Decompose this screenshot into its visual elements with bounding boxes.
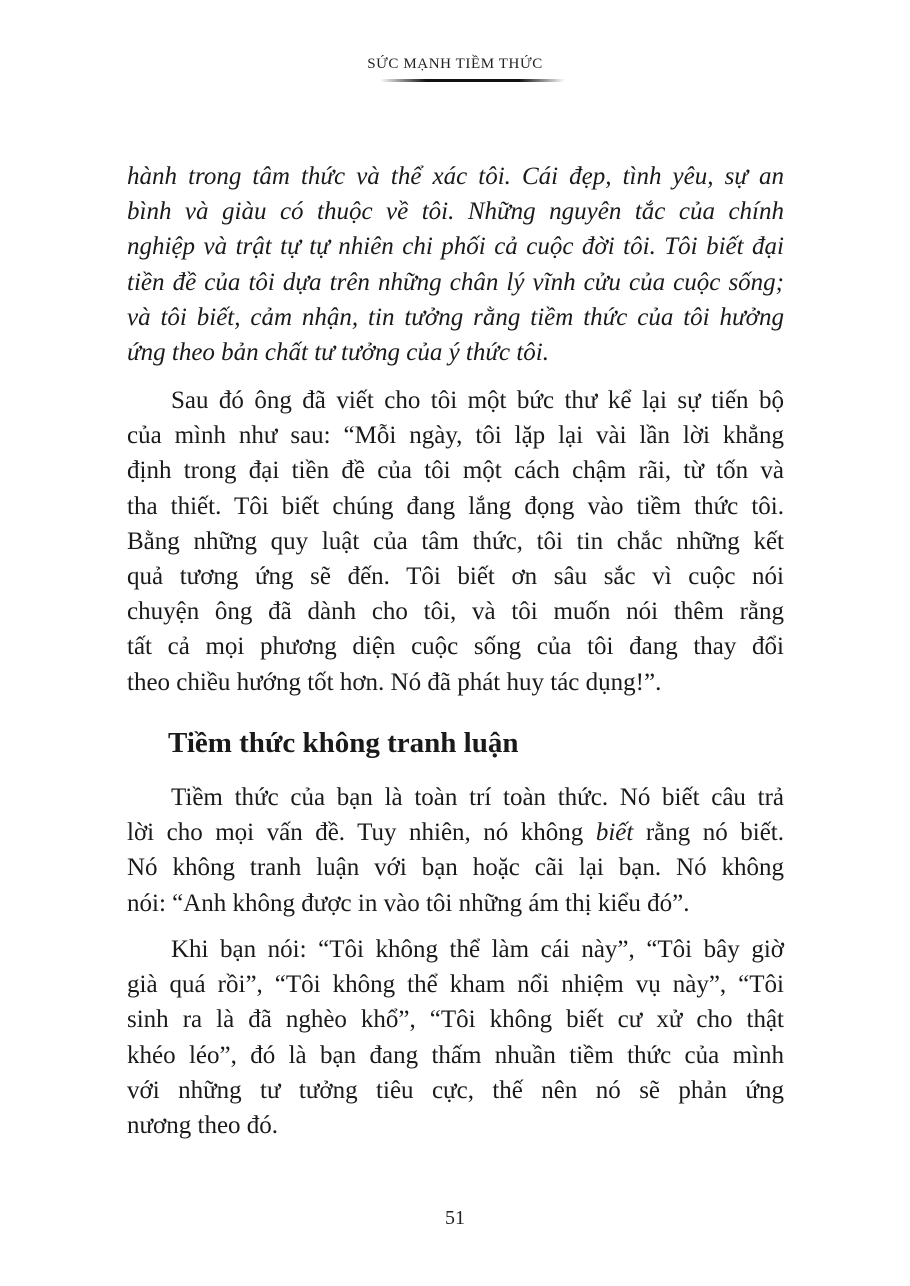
text-line: tha thiết. Tôi biết chúng đang lắng đọng vào tiềm thức tôi. xyxy=(127,492,784,520)
text-line: với những tư tưởng tiêu cực, thế nên nó sẽ phản ứng xyxy=(127,1076,784,1104)
text-line: theo chiều hướng tốt hơn. Nó đã phát huy tác dụng!”. xyxy=(127,668,662,696)
paragraph-italic-affirmation xyxy=(127,159,784,370)
page-number: 51 xyxy=(445,1207,465,1229)
text-line: tất cả mọi phương diện cuộc sống của tôi đang thay đổi xyxy=(127,633,784,661)
text-line: chuyện ông đã dành cho tôi, và tôi muốn nói thêm rằng xyxy=(127,598,784,626)
text-line: Tiềm thức của bạn là toàn trí toàn thức. Nó biết câu trả xyxy=(171,784,784,811)
text-fragment: lời cho mọi vấn đề. Tuy nhiên, nó không xyxy=(127,819,596,847)
text-line xyxy=(127,815,784,850)
header-rule xyxy=(380,79,565,82)
text-line: bình và giàu có thuộc về tôi. Những nguyên tắc của chính xyxy=(127,198,784,226)
text-line: khéo léo”, đó là bạn đang thấm nhuần tiềm thức của mình xyxy=(127,1041,784,1069)
paragraph-letter xyxy=(127,383,784,700)
text-line: ứng theo bản chất tư tưởng của ý thức tôi. xyxy=(127,339,549,367)
text-line: của mình như sau: “Mỗi ngày, tôi lặp lại vài lần lời khẳng xyxy=(127,422,784,450)
text-line: nói: “Anh không được in vào tôi những ám thị kiểu đó”. xyxy=(127,889,690,917)
text-line: nghiệp và trật tự tự nhiên chi phối cả cuộc đời tôi. Tôi biết đại xyxy=(127,233,784,261)
text-fragment: rằng nó biết. xyxy=(633,819,784,847)
text-line: sinh ra là đã nghèo khổ”, “Tôi không biết cư xử cho thật xyxy=(127,1006,784,1034)
text-line: Sau đó ông đã viết cho tôi một bức thư kể lại sự tiến bộ xyxy=(171,387,784,414)
text-line: và tôi biết, cảm nhận, tin tưởng rằng tiềm thức của tôi hưởng xyxy=(127,303,784,331)
text-line: hành trong tâm thức và thể xác tôi. Cái đẹp, tình yêu, sự an xyxy=(127,163,784,190)
text-line: Nó không tranh luận với bạn hoặc cãi lại bạn. Nó không xyxy=(127,854,784,882)
text-line: định trong đại tiền đề của tôi một cách chậm rãi, từ tốn và xyxy=(127,457,784,485)
running-header-title: SỨC MẠNH TIỀM THỨC xyxy=(367,56,543,72)
text-line: Khi bạn nói: “Tôi không thể làm cái này”, “Tôi bây giờ xyxy=(171,936,784,963)
paragraph-subconscious xyxy=(127,780,784,921)
text-line: già quá rồi”, “Tôi không thể kham nổi nhiệm vụ này”, “Tôi xyxy=(127,971,784,999)
text-line: quả tương ứng sẽ đến. Tôi biết ơn sâu sắc vì cuộc nói xyxy=(127,563,784,591)
section-heading: Tiềm thức không tranh luận xyxy=(168,727,519,759)
emphasis-word: biết xyxy=(595,819,634,847)
text-line: tiền đề của tôi dựa trên những chân lý vĩnh cửu của cuộc sống; xyxy=(127,268,784,296)
paragraph-negative-thoughts xyxy=(127,932,784,1143)
text-line: nương theo đó. xyxy=(127,1112,279,1140)
text-line: Bằng những quy luật của tâm thức, tôi tin chắc những kết xyxy=(127,527,784,555)
